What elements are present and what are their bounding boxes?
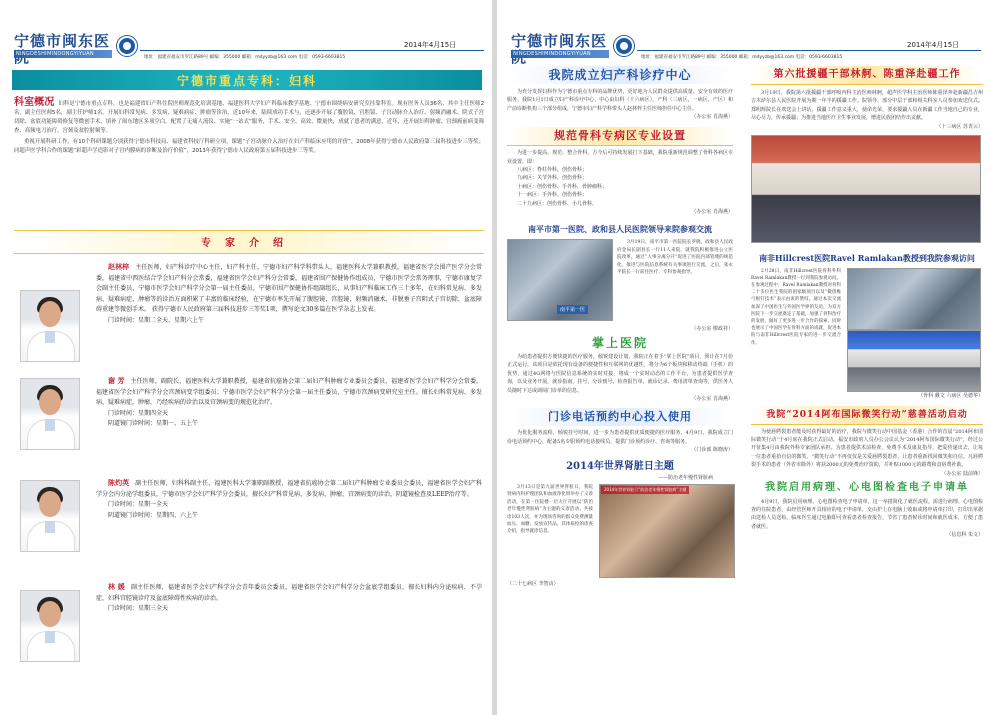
article-title: 门诊电话预约中心投入使用 xyxy=(507,408,733,426)
masthead-rule xyxy=(140,50,484,51)
article-body: 为给患者提供方便快捷的医疗服务，倾锐建设计划，我院正在着手“掌上医院”项目，预计在7月份正式运行。该项目是依托现有设备的便捷性和互联网的优越性，将分为6个板块和移动终端（手机）的优势，通过4G网络与医院信息系统的实时对接，将成一个实时动态的工作平台，为患者提供医学查询，以及业务开展，就诊指南，挂号，分诊到号、检查报告单、就诊记录、费用清单查询等，供医务人员随时下达或调阅门诊单的信息。 xyxy=(507,354,733,394)
article-byline: （二十七病区 李智贞） xyxy=(507,580,559,587)
left-page xyxy=(0,0,492,715)
article-body: 4月9日，我院启用病理、心电图检查电子申请单，这一举措简化了就医流程。需进行病理、心电图检查的住院患者，由经管医师开具相应的电子申请单，交由护士在电脑上收取或将申请单打印，打印出单据由送检人员送检。临床医生通过电脑即可查看患者检查报告，节省了患者候诊时间和就医成本，方便了患者就医。 xyxy=(751,498,983,530)
photo-caption: 2014年世界肾脏日“防治老年慢性肾脏病”主题 xyxy=(601,486,689,494)
article-title: 南平市第一医院、政和县人民医院领导来院参观交流 xyxy=(528,224,712,235)
masthead-subtitle-band xyxy=(14,50,112,58)
article-block xyxy=(507,484,733,580)
article-byline: （办公室 肖海燕） xyxy=(691,114,733,121)
dept-intro xyxy=(14,98,484,156)
article-byline: （骨科 戴文 六病区 吴德华） xyxy=(918,392,983,399)
expert-clinic-time: 门诊时间：星期一全天 xyxy=(108,501,169,509)
ward-item: 八病区：脊柱外科，创伤骨科； xyxy=(517,167,588,174)
masthead-subtitle: NINGDESHIMINDONGYIYUAN xyxy=(513,51,591,57)
article-byline: （办公室 缪政祥） xyxy=(691,326,733,333)
article-block xyxy=(507,239,733,325)
masthead-rule xyxy=(637,50,981,51)
masthead-title: 宁德市闽东医 xyxy=(14,32,111,50)
article-byline: （办公室 肖海燕） xyxy=(691,209,733,216)
article-byline: （办公室 陆前锋） xyxy=(941,470,983,477)
expert-text xyxy=(96,376,482,430)
expert-bio: 主任医师，副院长，福建医科大学兼职教授，福建省抗癌协会第二届妇产科肿瘤专业委员会委员，福建省医学会妇产科学分会常委，福建省医学会妇产科学分会宫颈病变学组委员；宁德市医学会妇产科学分会第一届主任委员，宁德市宫颈病变研究室主任。擅长妇科常见病、多发病，疑难病症，肿瘤，乃经疾病的诊治以及宫颈病变的规范化治疗。 xyxy=(96,378,482,407)
right-page xyxy=(497,0,989,715)
experts-title: 专家介绍 xyxy=(201,238,297,249)
masthead-subtitle-band xyxy=(511,50,609,58)
expert-clinic-time: 门诊时间：星期三全天 xyxy=(108,605,169,613)
article-byline: （门诊部 陈晓涛） xyxy=(691,446,733,453)
article-subtitle: ——防治老年慢性肾脏病 xyxy=(657,474,713,481)
article-title: 我院成立妇产科诊疗中心 xyxy=(507,66,733,84)
article-title: 南非Hillcrest医院Ravel Ramlakan教授到我院参观访问 xyxy=(759,252,975,263)
ward-item: 二十九病区：创伤骨科、小儿骨科。 xyxy=(517,200,598,207)
article-body: 为优化服务流程，倾锐挂号时间，进一步为患者提供优质便捷的医疗服务，4月9日，我院成立门诊电话预约中心，配备5名专职预约电话接线员，提供门诊预约诊疗、咨询等服务。 xyxy=(507,430,733,445)
expert-profile xyxy=(14,582,484,692)
ward-item: 十一病区：手外科，创伤骨科； xyxy=(517,192,588,199)
article-byline: （信息科 朱文） xyxy=(946,532,983,539)
expert-colposcopy-time: 阴道镜门诊时间：星期四、六上午 xyxy=(108,511,199,519)
article-body: 为充分发挥妇科作为宁德市重点专科的品牌优势，更好地为人民群众提供高质量、安全有效的医疗服务，我院1月1日成立妇产科诊疗中心，中心由妇科（十六病区），产科（三病区、一病区、产区）和产前诊断机构三个部分组成，宁德市妇产科学科带头人赵林梓主任医师担任中心主任。 xyxy=(507,89,733,112)
article-byline: （十三病区 苏青云） xyxy=(936,123,983,130)
article-byline: （办公室 肖海燕） xyxy=(691,396,733,403)
article-title: 我院启用病理、心电图检查电子申请单 xyxy=(765,481,969,493)
expert-bio: 副主任医师，福建省医学会妇产科学分会青年委员会委员，福建省医学会妇产科学分会盆底学组委员，擅长妇科内分泌疾病、不孕症、妇科宫腔镜诊疗及盆底障碍性疾病的诊治。 xyxy=(96,584,483,602)
expert-bio: 副主任医师，妇科科副主任，福建医科大学兼职副教授，福建省抗癌协会第二届妇产科肿瘤专业委员会委员，福建省医学会妇产科学分会内分泌学组委员，宁德市医学会妇产科学分会委员，擅长妇产科常见病、多发病、肿瘤、宫颈病变的诊治，阴道镜检查及LEEP治疗等。 xyxy=(96,480,482,498)
specialty-banner xyxy=(12,70,482,90)
doctor-photo xyxy=(20,590,80,662)
address-info: 地址：福建省福安市罗江路89号 邮编：355000 邮箱：mdyyzb@163.com 电话：0593-6603815 xyxy=(641,55,843,60)
issue-date: 2014年4月15日 xyxy=(404,41,457,49)
expert-profile xyxy=(14,262,484,372)
intro-paragraph-1: 妇科是宁德市重点专科，也是福建省妇产科住院医师规范化培训基地、福建医科大学妇产科临床教学基地、宁德市围绕病安研究室挂靠科室。现有医务人员36名，其中主任医师2名，副主任医师5名，副主任护师1名。开展妇科常见病、多发病、疑难病症、肿瘤等诊治，近10年来，陆续成功手术与，还逐步开展了腹腔镜、宫腔镜、子宫动脉介入治疗、射频消融术、阴式子宫切除、盆底功能障碍修复等微创手术，填补了闽东地区多项空白。配置了无痛人流仪、实施“一站式”服务，手术、安全、高效、微量快，成就了患者的满意，近年，还开展妇科肿瘤、宫颈癌前病变筛查、高频电刀治疗，宫颈及盆腔射频等。 xyxy=(14,101,485,134)
expert-name: 陈灼英 xyxy=(108,478,130,487)
farewell-group-photo xyxy=(751,135,981,243)
visit-photo xyxy=(847,268,981,330)
masthead-title: 宁德市闽东医 xyxy=(511,32,608,50)
article-block xyxy=(751,268,983,392)
article-title: 第六批援疆干部林舸、陈重泽赴疆工作 xyxy=(751,66,983,85)
hospital-logo-icon xyxy=(614,36,634,56)
expert-name: 谢 芳 xyxy=(108,376,125,385)
doctor-photo xyxy=(20,290,80,362)
expert-name: 赵林梓 xyxy=(108,262,130,271)
article-body: 3月19日，南平市第一医院院长罗晓，政和县人民政府金局长副县长一行11人来院，就我院积极推进公立医院改革，通过“人事分离分开”促进了医院内部管理的规范化、推进与医院信息系统有关事项进行交流。之后，张永平院长一行前往医疗、专科参观指导。 xyxy=(617,240,733,276)
expert-colposcopy-time: 阴道镜门诊时间：星期一、五上午 xyxy=(108,420,199,428)
article-body: 为使唇腭裂患者能及时获得最好的治疗，我院与微笑行动中国基金（香港）合作的首届“2014阿布国际微笑行动”于4月底在我院正式启动。福安市政府人员办公会议认为“2014阿布国际微笑行动”，经过公开征集4月由我院外科专家团队承担。为患者提供术前检查，免费手术及康复指导，把爱传递出去，让每一位患者重拾自信的微笑。“微笑行动”不再仅仅是关爱唇腭裂患者，让患者重新找回微笑和自信。凡唇腭裂手术的患者（外省市除外）将获2000元的免费治疗资助，并补贴1000元的路费和食宿费补助。 xyxy=(751,428,983,469)
banner-title: 宁德市重点专科：妇科 xyxy=(176,74,317,88)
doctor-photo xyxy=(20,480,80,552)
experts-heading xyxy=(14,230,484,254)
address-info: 地址：福建省福安市罗江路89号 邮编：355000 邮箱：mdyyzb@163.com 电话：0593-6603815 xyxy=(144,55,346,60)
issue-date: 2014年4月15日 xyxy=(907,41,960,49)
article-body: 3月13日是第九届世界肾脏日，我院肾病内科护理团队和血液净化组举办了义诊活动，在第一住院楼一层大厅开展以“防治老年慢性肾脏病”为主题的义诊活动。共接诊103人次，并为现场咨询的群众免费测量血压、血糖，发放宣传品，其体质检的诊查介绍，指导就诊信息。 xyxy=(507,484,593,535)
article-title: 掌上医院 xyxy=(591,336,648,351)
article-title: 规范骨科专病区专业设置 xyxy=(507,127,733,146)
ward-item: 十病区：创伤骨科、手外科、骨肿瘤科； xyxy=(517,183,608,190)
article-title: 2014年世界肾脏日主题 xyxy=(566,460,674,472)
article-body: 为进一步提高、规范、整合骨科，方今后可持续发展打下基础，我院重新规范调整了骨科各病区专业设置。即： xyxy=(507,150,733,165)
ward-item: 九病区：关节外科，创伤骨科； xyxy=(517,175,588,182)
news-column-right xyxy=(751,66,983,539)
expert-clinic-time: 门诊时间：星期二全天、星期六上午 xyxy=(108,316,205,324)
expert-profile xyxy=(14,376,484,476)
expert-name: 林 媛 xyxy=(108,582,125,591)
expert-text xyxy=(96,582,482,615)
intro-paragraph-2: 重视开展科研工作，有10个科研课题分别获得宁德市科技局、福建省科技厅科研立项，课题“子宫动脉介入治疗在妇产科临床应用的评价”，2008年获得宁德市人民政府第三届科技进步三等奖；同超声医学科合作的课题“彩超声学造影对子宫内膜病的诊断及治疗价值”，2013年获得宁德市人民政府第五届科技进步三等奖。 xyxy=(14,139,484,154)
news-column-left xyxy=(507,66,733,588)
intro-keyword: 科室概况 xyxy=(14,97,55,108)
visit-photo xyxy=(847,330,981,392)
doctor-photo xyxy=(20,378,80,450)
expert-clinic-time: 门诊时间：星期四全天 xyxy=(108,409,169,417)
masthead-subtitle: NINGDESHIMINDONGYIYUAN xyxy=(16,51,94,57)
expert-text xyxy=(96,262,482,327)
article-body: 3月19日，我院第六批援疆干部呼吸内科主治医师林舸，超声医学科主治医师陈重泽奔赴新疆昌吉州吉木萨尔县人民医院开展为期一年半的援疆工作。院领导、部分中层干部和相关科室人员参加欢送仪式。郑明辉院长在欢送会上讲话，援疆工作意义重大，使命光荣，要求援疆人员在新疆工作当地自己的专业，尽心尽力，传承援疆；为推进当地医疗卫生事业发展，增进民族团结作出贡献。 xyxy=(751,90,983,122)
expert-text xyxy=(96,478,482,521)
hospital-logo-icon xyxy=(117,36,137,56)
expert-profile xyxy=(14,478,484,578)
expert-bio: 主任医师，妇产科诊疗中心主任，妇产科主任，宁德市妇产科学科带头人，福建医科大学兼职教授。福建省医学会围产医学分会常委，福建省中西医结合学会妇产科分会常委，福建省医学会妇产科分会常委，福建省围产保健协作组成员，宁德市医学会常务理事，宁德市康复学会副主任委员，宁德市医学会妇产科学分会第一届主任委员，宁德市围产保健协作组副组长，从事妇产科临床工作三十多年，在妇科常见病、多发病、疑难病症、肿瘤等的诊治方面积累了丰富的临床经验，在宁德市率先开展了腹腔镜、宫腔镜、射频消融术、非脱垂子宫阴式子宫切除，盆底障碍重建等微创手术。 获得宁德市人民政府第三届科技进步三等奖1项，撰写论文30多篇在医学杂志上发表。 xyxy=(96,264,482,314)
kidney-day-photo xyxy=(599,484,735,578)
photo-caption: 南平第一医 xyxy=(557,305,588,314)
article-body: 2月28日，南非Hillcrest医院骨科外科Ravel Ramlakan教授一行到我院参观访问。在参观过程中，Ravel Ramlakan教授对骨科二十多位医生我院的国家级项目以及“微创椎弓根钉技术”表示由衷的赞叹。通过本次交流加深了中国医生与外国医学界的友谊，为双方医院下一步交流奠定了基础，加强了骨科治疗的发展，做好了更多进一步合作的探索。同时也展示了中国医学在骨科方面的成就，促进本院与南非Hillcrest医院专家的进一步交流合作。 xyxy=(751,268,841,346)
article-title: 我院“2014阿布国际微笑行动”慈善活动启动 xyxy=(751,406,983,425)
